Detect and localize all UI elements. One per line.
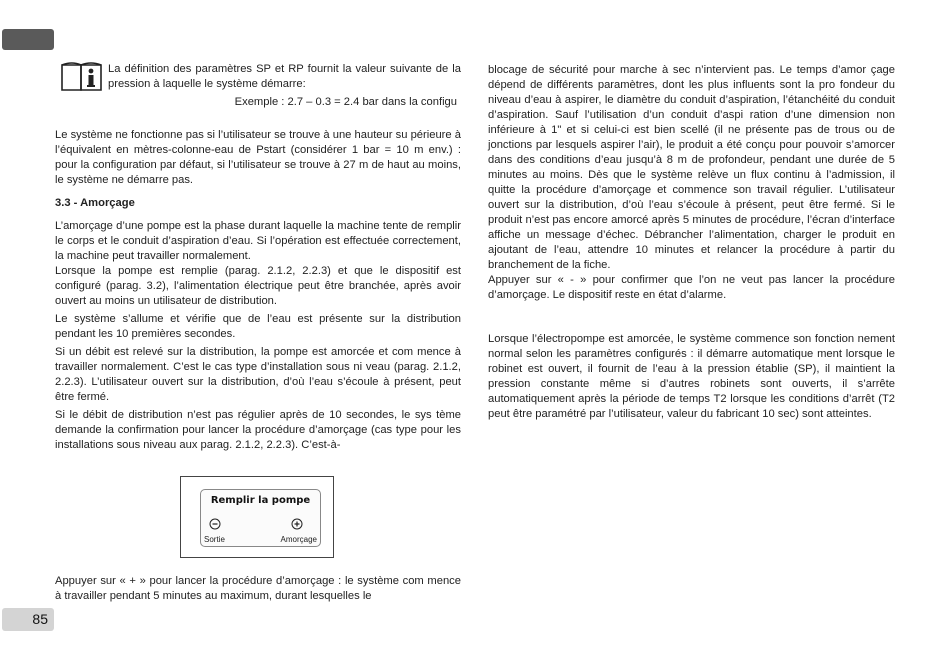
display-illustration xyxy=(180,476,334,558)
paragraph: Appuyer sur « - » pour confirmer que l’on ne veut pas lancer la procédure d’amorçage. Le dispositif reste en état d’alarme. xyxy=(488,274,895,301)
info-note-text: La définition des paramètres SP et RP fournit la valeur suivante de la pression à laquelle le système démarre: xyxy=(108,63,461,90)
left-paragraph-5 xyxy=(55,345,461,405)
paragraph: Appuyer sur « + » pour lancer la procédure d’amorçage : le système com mence à travailler pendant 5 minutes au maximum, durant lesquelles le xyxy=(55,575,461,602)
left-paragraph-4 xyxy=(55,312,461,342)
info-note xyxy=(108,62,461,92)
paragraph: Le système s’allume et vérifie que de l’eau est présente sur la distribution pendant les 10 premières secondes. xyxy=(55,313,461,340)
display-screen xyxy=(200,489,321,547)
left-paragraph-7 xyxy=(55,574,461,604)
paragraph: Si le débit de distribution n’est pas régulier après de 10 secondes, le sys tème demande la confirmation pour lancer la procédure d’amorçage (cas type pour les installations sous niveau aux parag. 2.1.2, 2.2.3). C’est-à- xyxy=(55,409,461,451)
section-heading: 3.3 - Amorçage xyxy=(55,197,135,209)
left-paragraph-6 xyxy=(55,408,461,453)
right-paragraph-1 xyxy=(488,63,895,303)
plus-circle-icon xyxy=(291,518,303,530)
book-info-icon xyxy=(60,59,104,93)
paragraph: Le système ne fonctionne pas si l’utilisateur se trouve à une hauteur su périeure à l’équivalent en mètres-colonne-eau de Pstart (considérer 1 bar = 10 m env.) : pour la configuration par défaut, si l’utilisateur se trouve à 27 m de haut au moins, le système ne démarre pas. xyxy=(55,129,461,186)
info-example: Exemple : 2.7 – 0.3 = 2.4 bar dans la configu xyxy=(234,96,457,108)
display-title: Remplir la pompe xyxy=(210,495,311,506)
paragraph: blocage de sécurité pour marche à sec n’intervient pas. Le temps d’amor çage dépend de différents paramètres, dont les plus influents sont la pro fondeur du niveau d’eau à aspirer, le diamètre du conduit d’aspiration, l’étanchéité du conduit d’aspiration. Sauf l’utilisation d’un conduit d’aspi ration d’une dimension non inférieure à 1" et si celui-ci est bien scellé (il ne présente pas de trous ou de jonctions par lesquels aspirer l’air), le produit a été conçu pour pouvoir s’amorcer dans des conditions d’eau jusqu’à 8 m de profondeur, pendant une durée de 5 minutes au moins. Dès que le système relève un flux continu à l’admission, il quitte la procédure d’amorçage et commence son travail régulier. L’utilisateur ouvert sur la distribution, d’où l’eau s’écoule à présent, peut être fermé. Si le produit n’est pas encore amorcé après 5 minutes de procédure, l’écran d’interface affiche un message d’échec. Débrancher l’alimentation, charger le produit en ajoutant de l’eau, attendre 10 minutes et relancer la procédure à partir du branchement de la fiche. xyxy=(488,64,895,271)
left-paragraph-1 xyxy=(55,128,461,188)
display-left-label: Sortie xyxy=(204,535,225,544)
paragraph: Si un débit est relevé sur la distribution, la pompe est amorcée et com mence à travailler normalement. C’est le cas type d’installation sous ni veau (parag. 2.1.2, 2.2.3). L’utilisateur ouvert sur la distribution, d’où l’eau s’écoule à présent, peut être fermé. xyxy=(55,346,461,403)
display-right-label: Amorçage xyxy=(280,535,317,544)
paragraph: Lorsque l’électropompe est amorcée, le système commence son fonction nement normal selon les paramètres configurés : il démarre automatique ment lorsque le robinet est ouvert, il fournit de l’eau à la pression établie (SP), il maintient la pression constante même si d’autres robinets sont ouverts, il s’arrête automatiquement après la période de temps T2 lorsque les conditions d’arrêt (T2 peut être paramétré par l’utilisateur, valeur du fabricant 10 sec) sont atteintes. xyxy=(488,333,895,420)
right-paragraph-3 xyxy=(488,332,895,422)
minus-circle-icon xyxy=(209,518,221,530)
left-paragraph-2 xyxy=(55,219,461,309)
page-number: 85 xyxy=(2,608,54,631)
paragraph: Lorsque la pompe est remplie (parag. 2.1.2, 2.2.3) et que le dispositif est configuré (parag. 3.2), l’alimentation électrique peut être branchée, après avoir ouvert au moins un utilisateur de distribution. xyxy=(55,265,461,307)
chapter-tab xyxy=(2,29,54,50)
paragraph: L’amorçage d’une pompe est la phase durant laquelle la machine tente de remplir le corps et le conduit d’aspiration d’eau. Si l’opération est effectuée correctement, la machine peut travailler normalement. xyxy=(55,220,461,262)
